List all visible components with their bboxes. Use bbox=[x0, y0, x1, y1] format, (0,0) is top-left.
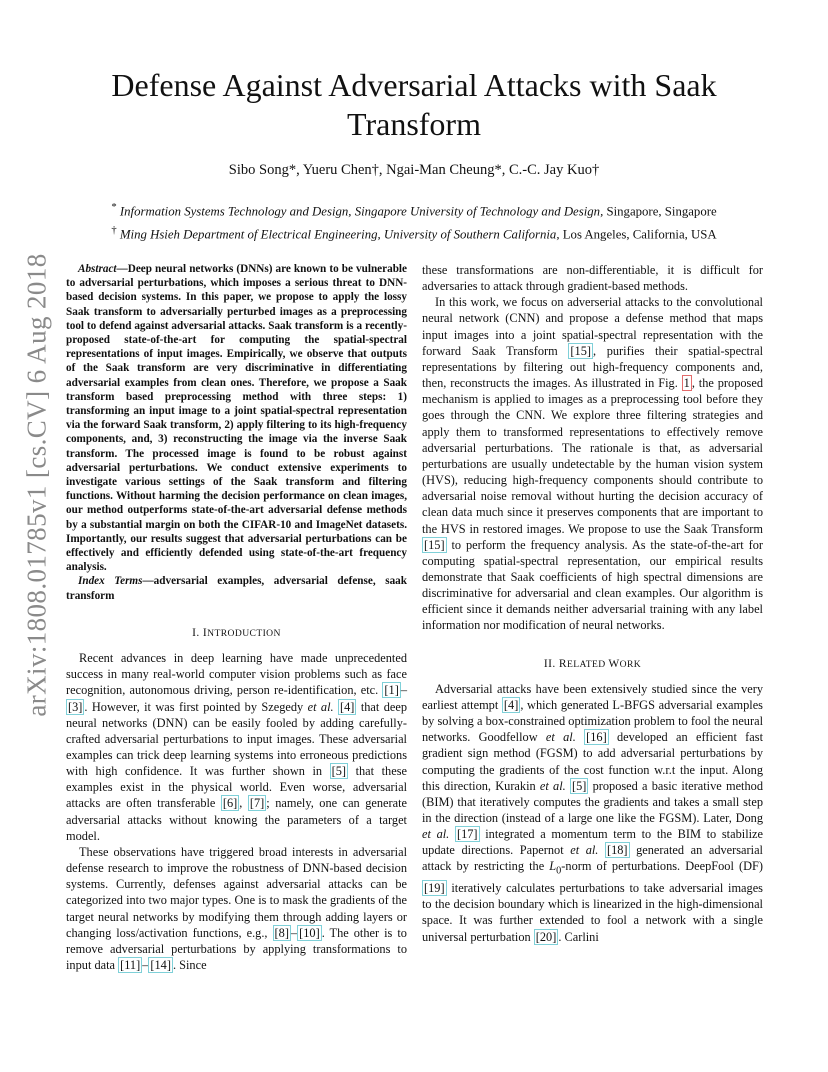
text-run bbox=[576, 730, 584, 744]
related-work-paragraph-1 bbox=[422, 681, 763, 945]
text-run: These observations have triggered broad interests in adversarial defense research to improve the robustness of DNN-based decision systems. Currently, defenses against adversarial attacks can be categorized into two major types. One is to mask the gradients of the target neural networks by modifying them through adding layers or changing loss/activation functions, e.g., bbox=[66, 844, 407, 940]
figure-link[interactable]: 1 bbox=[683, 376, 690, 391]
index-terms-lead: Index Terms bbox=[78, 575, 143, 588]
math-variable: L bbox=[549, 859, 557, 874]
right-column bbox=[422, 262, 763, 945]
affiliation-2 bbox=[60, 221, 768, 244]
left-column bbox=[66, 262, 407, 973]
citation-link[interactable]: [7] bbox=[249, 796, 265, 811]
citation-link[interactable]: [16] bbox=[586, 730, 607, 745]
text-run bbox=[598, 843, 605, 857]
citation-link[interactable]: [11] bbox=[120, 958, 141, 972]
abstract-lead: Abstract bbox=[78, 263, 117, 275]
text-run: – bbox=[400, 683, 407, 698]
text-run: ; namely, one can generate adversarial attacks without knowing the parameters of a target model. bbox=[66, 796, 408, 843]
text-run: . The other is to remove adversarial perturbations by applying transformations to input data bbox=[66, 925, 407, 972]
text-run: In this work, we focus on adverserial attacks to the convolutional neural network (CNN) and propose a defense method that maps input images into a joint spatial-spectral representation with the forward Saak Transform bbox=[422, 295, 763, 358]
affil-location: Los Angeles, California, USA bbox=[559, 227, 717, 242]
intro-paragraph-4 bbox=[422, 294, 763, 633]
text-run: . However, it was first pointed by Szegedy bbox=[84, 699, 308, 714]
citation-link[interactable]: [15] bbox=[424, 537, 445, 552]
citation-link[interactable]: [6] bbox=[222, 796, 238, 811]
citation-link[interactable]: [5] bbox=[331, 764, 347, 779]
text-run: that deep neural networks (DNN) can be easily fooled by adding carefully-crafted adversarial perturbations to input images. These adversarial examples can trick deep learning systems into erroneous predictions with high confidence. It was further shown in bbox=[66, 699, 408, 779]
text-run: , which generated L-BFGS adversarial examples by solving a box-constrained optimization problem to fool the neural networks. Goodfellow bbox=[422, 697, 763, 745]
text-run: proposed a basic iterative method (BIM) that iteratively computes the gradients and takes a small step in the direction (instead of a large one like the FGSM). Later, Dong bbox=[422, 778, 764, 825]
citation-link[interactable]: [19] bbox=[424, 881, 445, 896]
abstract bbox=[66, 262, 407, 574]
text-run: that these examples exist in the physical world. Even worse, adversarial attacks are often transferable bbox=[66, 764, 407, 811]
citation-link[interactable]: [3] bbox=[68, 699, 83, 714]
paper-title: Defense Against Adversarial Attacks with Saak Transform bbox=[111, 67, 717, 142]
heading-part: ELATED bbox=[566, 658, 609, 670]
intro-paragraph-3-continued: these transformations are non-differentiable, it is difficult for adversaries to attack through gradient-based methods. bbox=[422, 263, 763, 294]
text-run: to perform the frequency analysis. As the state-of-the-art for computing spatial-spectral representation, our empirical results demonstrate that Saak coefficients of high spectral dimensions are discriminative for adversarial and clean examples. Our algorithm is efficient since it demands neither adversarial training with any label information nor modification of neural networks. bbox=[422, 537, 763, 633]
text-run: -norm of perturbations. DeepFool (DF) bbox=[561, 859, 763, 874]
heading-part: W bbox=[608, 657, 620, 670]
heading-part: II. R bbox=[543, 657, 567, 670]
heading-part: I. I bbox=[192, 626, 208, 639]
affil-dept: Information Systems Technology and Design, Singapore University of Technology and Design, bbox=[119, 204, 604, 219]
index-terms-text: —adversarial examples, adversarial defense, saak transform bbox=[66, 575, 407, 602]
text-run: . Carlini bbox=[558, 929, 599, 944]
affil-mark: * bbox=[111, 202, 117, 213]
abstract-text: —Deep neural networks (DNNs) are known to be vulnerable to adversarial perturbations, which imposes a serious threat to DNN-based decision systems. In this paper, we propose to apply the lossy Saak transform to adversarially perturbed images as a preprocessing tool to defend against adversarial attacks. Saak transform is a recently-proposed state-of-the-art for computing the spatial-spectral representations of input images. Empirically, we observe that outputs of the Saak transform are very discriminative in differentiating adversarial examples from clean ones. Therefore, we propose a Saak transform based preprocessing method with three steps: 1) transforming an input image to a joint spatial-spectral representation via the forward Saak transform, 2) apply filtering to its high-frequency components, and, 3) reconstructing the image via the inverse Saak transform. The processed image is found to be robust against adversarial perturbations. We conduct extensive experiments to investigate various settings of the Saak transform and filtering functions. Without harming the decision performance on clean images, our method outperforms state-of-the-art adversarial defense methods by a substantial margin on both the CIFAR-10 and ImageNet datasets. Importantly, our results suggest that adversarial perturbations can be effectively and efficiently defended using state-of-the-art frequency analysis. bbox=[66, 263, 407, 574]
text-run: . Since bbox=[172, 958, 207, 972]
text-run: et al. bbox=[570, 843, 599, 858]
math-subscript: 0 bbox=[556, 865, 562, 877]
text-run: developed an efficient fast gradient sign method (FGSM) to add adversarial perturbations by computing the gradients of the cost function w.r.t the input. Along this direction, Kurakin bbox=[422, 730, 763, 793]
index-terms bbox=[66, 574, 407, 602]
affil-location: Singapore, Singapore bbox=[603, 204, 717, 219]
affil-dept: Ming Hsieh Department of Electrical Engineering, University of Southern California, bbox=[119, 227, 560, 242]
text-run: et al. bbox=[539, 778, 566, 793]
citation-link[interactable]: [1] bbox=[384, 683, 399, 698]
citation-link[interactable]: [5] bbox=[571, 778, 587, 793]
intro-paragraph-1 bbox=[66, 650, 407, 844]
text-run: , purifies their spatial-spectral representations by filtering out high-frequency components and, then, reconstructs the images. As illustrated in Fig. bbox=[422, 343, 764, 391]
affiliation-1 bbox=[60, 198, 768, 221]
heading-part: NTRODUCTION bbox=[207, 627, 281, 639]
text-run: , the proposed mechanism is applied to images as a preprocessing tool before they goes through the CNN. We explore three filtering strategies and apply them to transformed representations to effectively remove adversarial perturbations. The rationale is that, as adversarial perturbations are usually undetectable by the human vision system (HVS), reducing high-frequency components should contribute to adversarial noise removal without hurting the decision accuracy of clean data much since it preserves components that are important to the HVS in restored images. We propose to use the Saak Transform bbox=[422, 376, 763, 536]
text-run: Recent advances in deep learning have made unprecedented success in many real-world computer vision problems such as face recognition, autonomous driving, person re-identification, etc. bbox=[66, 651, 407, 698]
text-run: et al. bbox=[422, 827, 450, 842]
citation-link[interactable]: [4] bbox=[340, 699, 355, 714]
text-run: et al. bbox=[307, 699, 334, 714]
text-run: et al. bbox=[545, 730, 576, 745]
text-run: integrated a momentum term to the BIM to stabilize update directions. Papernot bbox=[422, 827, 764, 858]
citation-link[interactable]: [8] bbox=[274, 925, 289, 940]
section-heading-introduction bbox=[66, 625, 407, 642]
citation-link[interactable]: [17] bbox=[456, 827, 478, 842]
citation-link[interactable]: [14] bbox=[150, 958, 171, 972]
heading-part: ORK bbox=[619, 658, 642, 670]
text-run: generated an adversarial attack by restricting the bbox=[422, 843, 763, 874]
text-run: – bbox=[290, 925, 298, 940]
text-run: iteratively calculates perturbations to take adversarial images to the decision boundary which is linearized in the high-dimensional space. It was further extended to fool a network with a single universal perturbation bbox=[422, 881, 763, 944]
text-run: , bbox=[239, 796, 248, 811]
intro-paragraph-2 bbox=[66, 844, 407, 973]
citation-link[interactable]: [18] bbox=[606, 843, 628, 858]
citation-link[interactable]: [20] bbox=[535, 929, 557, 944]
affil-mark: † bbox=[111, 225, 117, 237]
arxiv-id: arXiv:1808.01785v1 [cs.CV] 6 Aug 2018 bbox=[21, 253, 52, 717]
arxiv-sidebar-stamp bbox=[17, 253, 57, 717]
section-heading-related-work bbox=[422, 656, 763, 673]
affiliations bbox=[60, 198, 768, 245]
citation-link[interactable]: [4] bbox=[503, 697, 519, 712]
text-run: – bbox=[142, 958, 149, 972]
citation-link[interactable]: [15] bbox=[570, 343, 591, 358]
text-run: Adversarial attacks have been extensively studied since the very earliest attempt bbox=[422, 681, 763, 712]
citation-link[interactable]: [10] bbox=[299, 925, 320, 940]
author-list: Sibo Song*, Yueru Chen†, Ngai-Man Cheung*, C.-C. Jay Kuo† bbox=[228, 162, 600, 178]
